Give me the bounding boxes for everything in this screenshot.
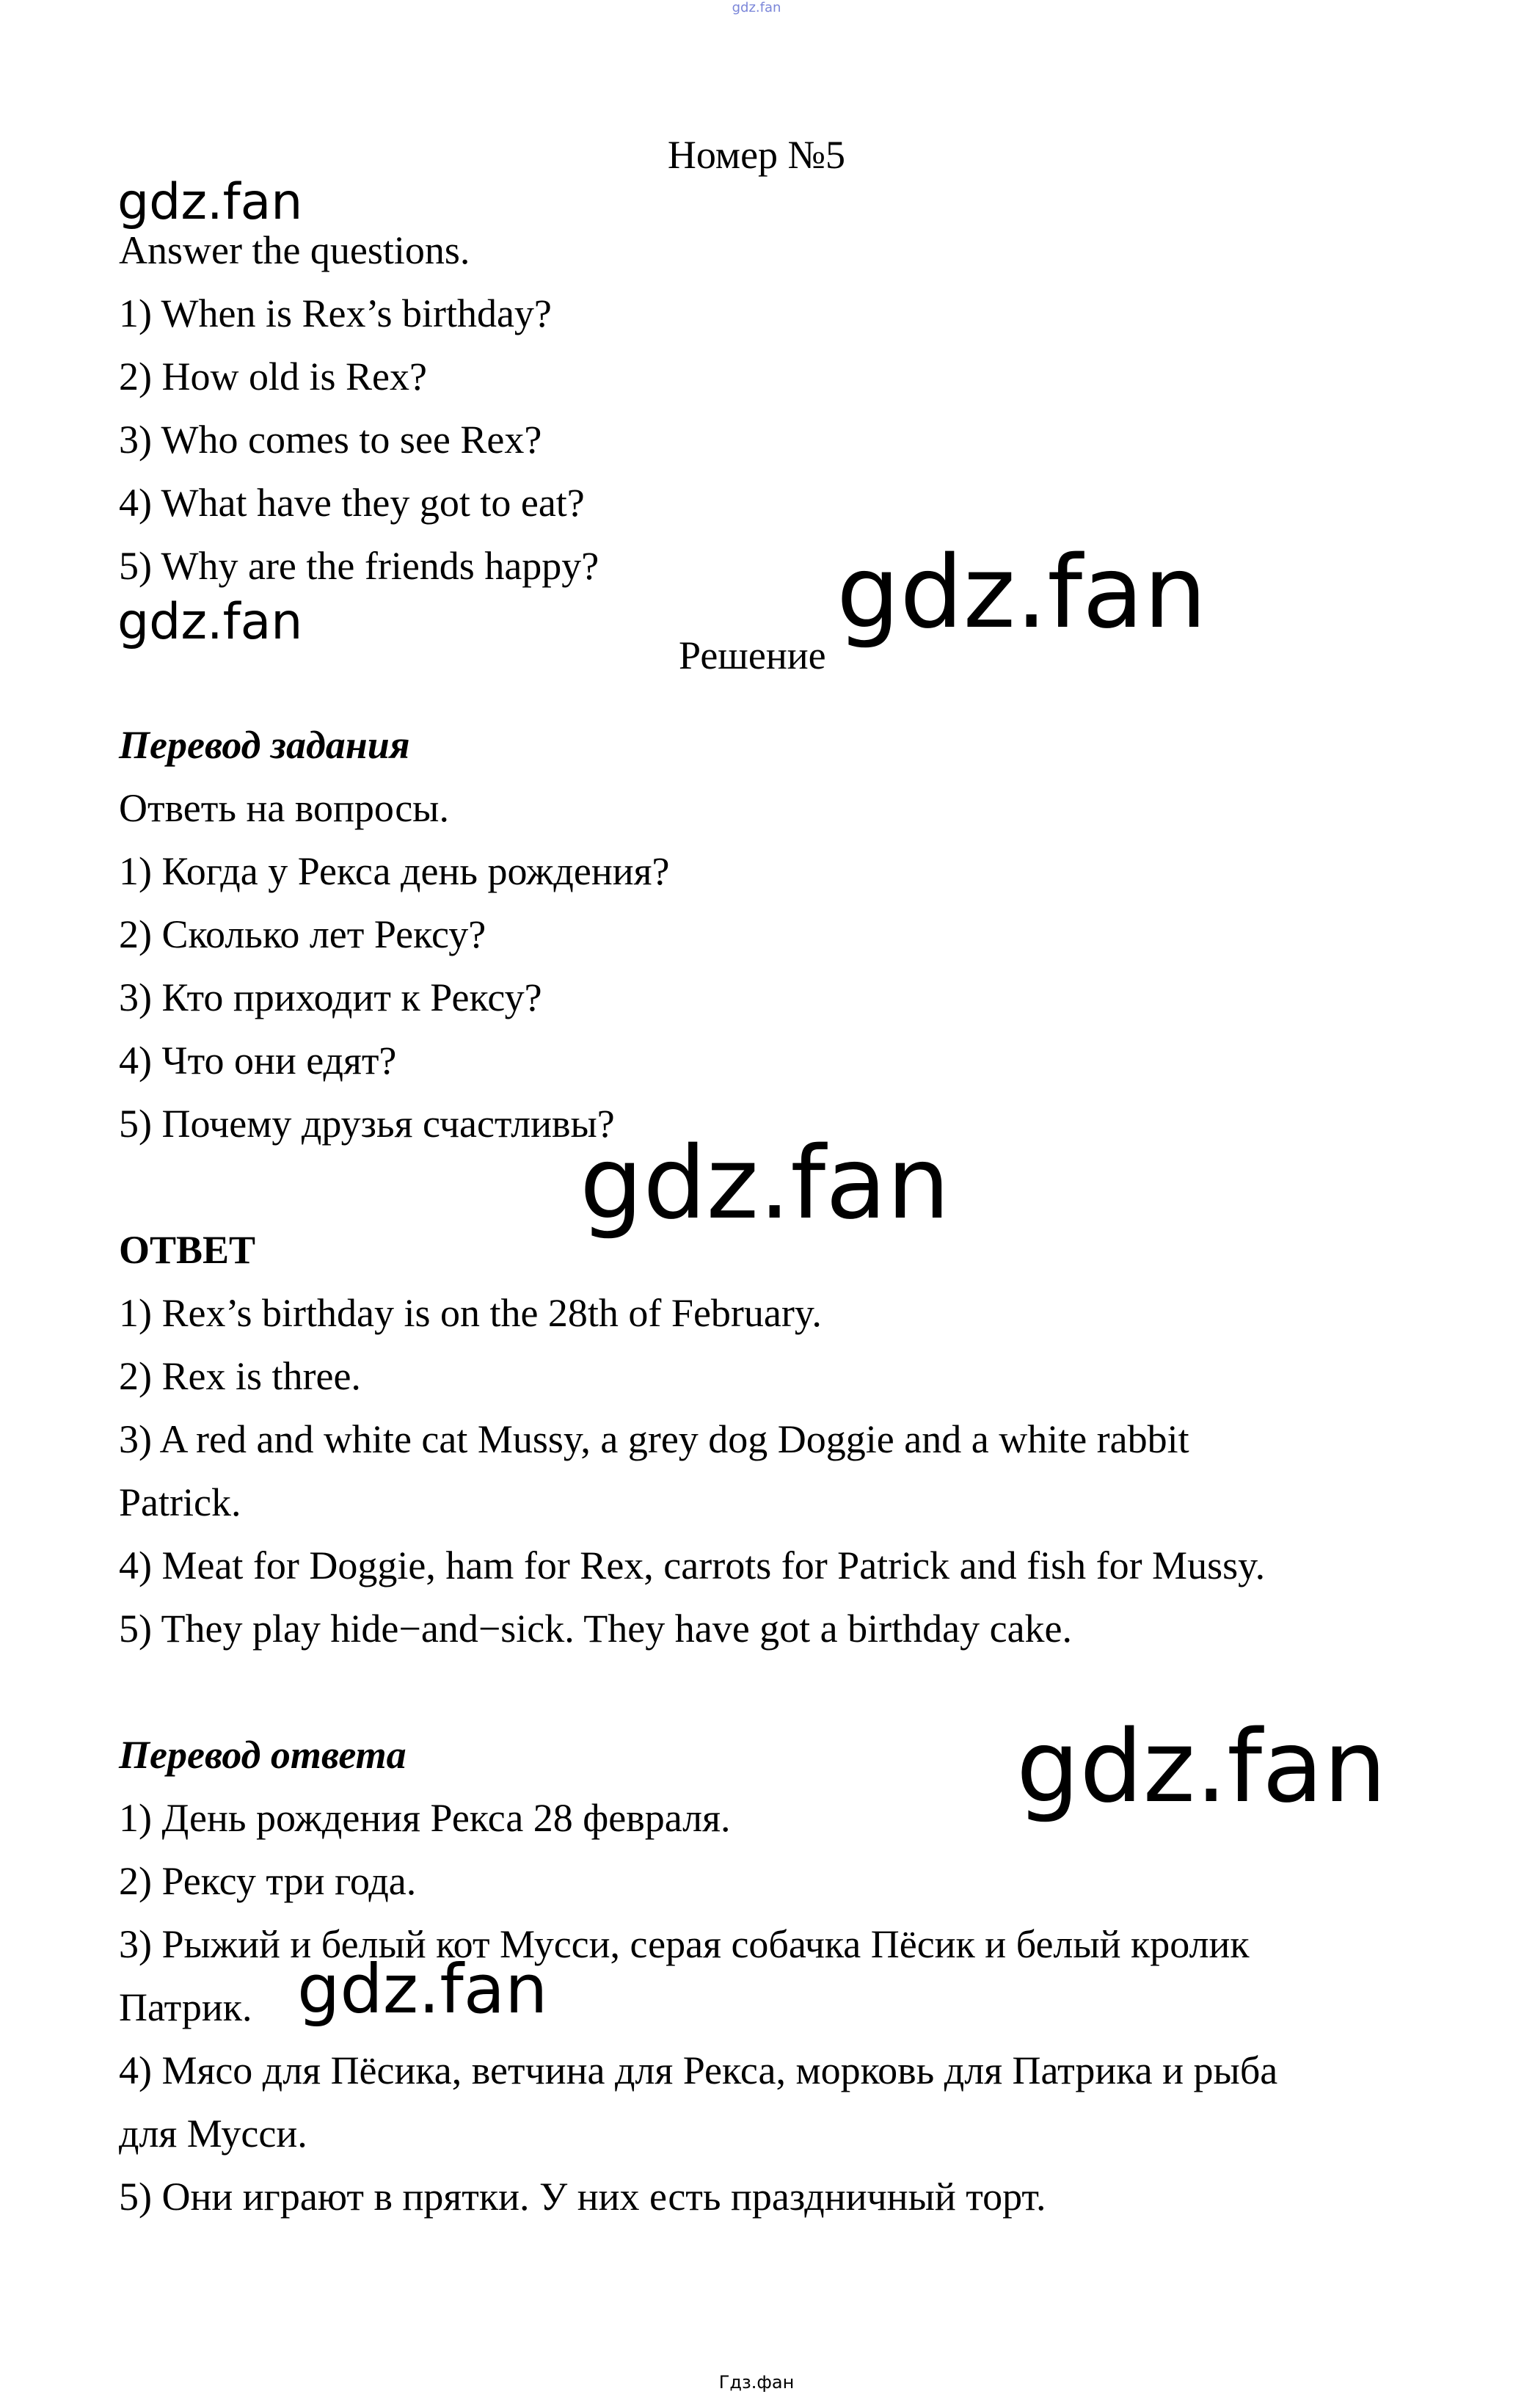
task-translation-question: 5) Почему друзья счастливы? (119, 1102, 615, 1146)
task-question: 5) Why are the friends happy? (119, 544, 599, 588)
answer-line: 5) They play hide−and−sick. They have got a birthday cake. (119, 1607, 1073, 1651)
page-title: Номер №5 (667, 133, 846, 177)
answer-translation-line: 1) День рождения Рекса 28 февраля. (119, 1796, 731, 1840)
answer-line: 3) A red and white cat Mussy, a grey dog Doggie and a white rabbit (119, 1417, 1189, 1461)
task-translation-question: 1) Когда у Рекса день рождения? (119, 849, 670, 893)
solution-heading: Решение (679, 633, 826, 677)
watermark: gdz.fan (297, 1950, 548, 2029)
answer-line: 4) Meat for Doggie, ham for Rex, carrots for Patrick and fish for Mussy. (119, 1543, 1266, 1587)
task-question: 1) When is Rex’s birthday? (119, 291, 552, 335)
answer-translation-line: 3) Рыжий и белый кот Мусси, серая собачка Пёсик и белый кролик (119, 1922, 1250, 1966)
watermark: gdz.fan (117, 593, 303, 651)
task-translation-question: 4) Что они едят? (119, 1039, 397, 1083)
footer-watermark: Гдз.фан (718, 2372, 795, 2393)
answer-translation-line: для Мусси. (119, 2111, 307, 2156)
task-instruction: Answer the questions. (119, 228, 470, 272)
answer-translation-line: 5) Они играют в прятки. У них есть праздничный торт. (119, 2175, 1046, 2219)
task-translation-heading: Перевод задания (119, 723, 410, 767)
answer-translation-line: 2) Рексу три года. (119, 1859, 417, 1903)
answer-translation-line: Патрик. (119, 1985, 252, 2029)
task-question: 3) Who comes to see Rex? (119, 418, 542, 462)
watermark: gdz.fan (836, 535, 1207, 651)
task-translation-instruction: Ответь на вопросы. (119, 786, 449, 830)
answer-translation-line: 4) Мясо для Пёсика, ветчина для Рекса, морковь для Патрика и рыба (119, 2048, 1278, 2092)
task-question: 4) What have they got to eat? (119, 481, 585, 525)
answer-line: 1) Rex’s birthday is on the 28th of February. (119, 1291, 822, 1335)
task-question: 2) How old is Rex? (119, 354, 427, 399)
watermark: gdz.fan (1016, 1709, 1387, 1825)
task-translation-question: 2) Сколько лет Рексу? (119, 912, 486, 956)
watermark: gdz.fan (580, 1126, 950, 1242)
answer-translation-heading: Перевод ответа (119, 1733, 406, 1777)
answer-line: 2) Rex is three. (119, 1354, 361, 1398)
header-watermark: gdz.fan (732, 0, 781, 15)
watermark: gdz.fan (117, 173, 303, 231)
task-translation-question: 3) Кто приходит к Рексу? (119, 975, 542, 1019)
answer-heading: ОТВЕТ (119, 1228, 256, 1272)
answer-line: Patrick. (119, 1480, 241, 1524)
